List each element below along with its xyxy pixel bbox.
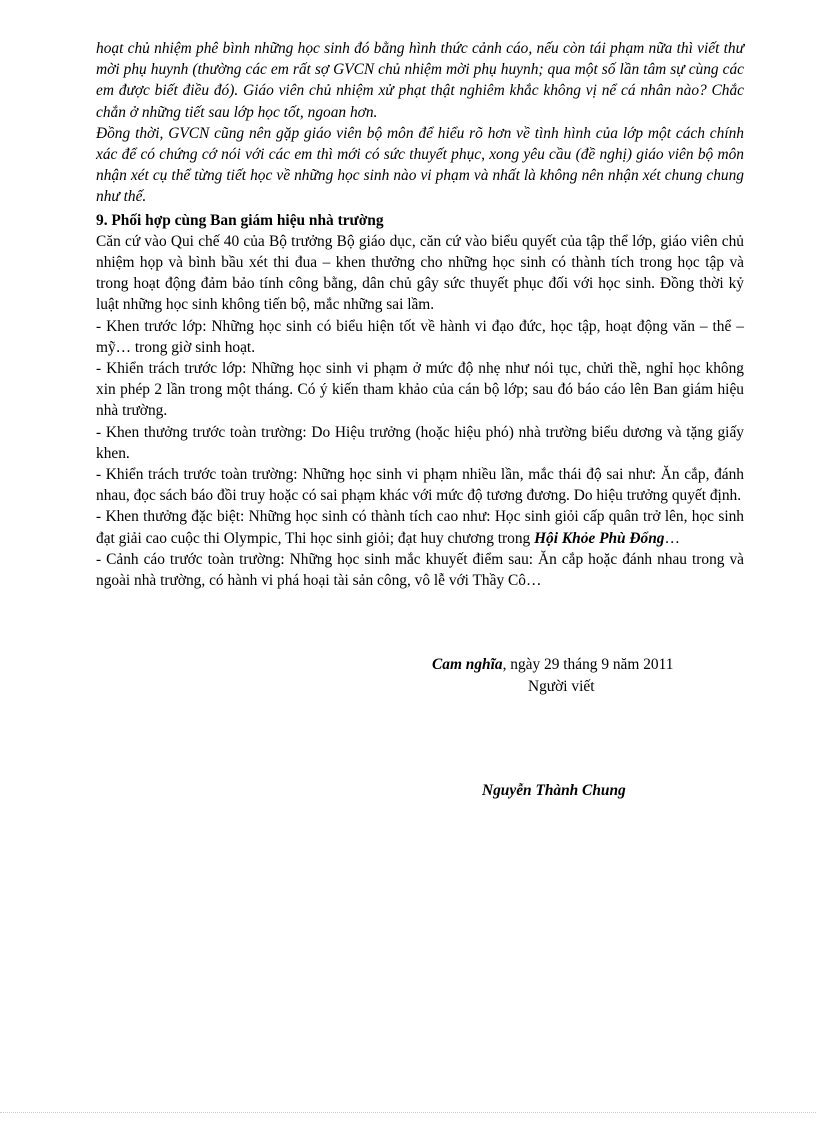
signature-role: Người viết [528,678,595,695]
list-item-6: - Cảnh cáo trước toàn trường: Những học sinh mắc khuyết điểm sau: Ăn cắp hoặc đánh nhau trong và ngoài nhà trường, có hành vi phá hoại tài sản công, vô lễ với Thầy Cô… [96,550,744,590]
section-heading: 9. Phối hợp cùng Ban giám hiệu nhà trường [96,211,384,229]
intro-italic-block [96,38,744,208]
list-item-4: - Khiển trách trước toàn trường: Những học sinh vi phạm nhiều lần, mắc thái độ sai như: Ăn cắp, đánh nhau, đọc sách báo đồi truy hoặc có sai phạm khác với mức độ tương đương. Do hiệu trưởng quyết định. [96,466,744,505]
signature-place: Cam nghĩa [432,656,503,673]
list-item-3: - Khen thưởng trước toàn trường: Do Hiệu trưởng (hoặc hiệu phó) nhà trường biểu dương và tặng giấy khen. [96,423,744,462]
signature-date-line [432,654,673,675]
page-bottom-divider [0,1112,816,1113]
intro-paragraph-2: Đồng thời, GVCN cũng nên gặp giáo viên bộ môn để hiểu rõ hơn về tình hình của lớp một cách chính xác để có chứng cớ nói với các em thì mới có sức thuyết phục, xong yêu cầu (đề nghị) giáo viên bộ môn nhận xét cụ thể từng tiết học về những học sinh nào vi phạm và nhất là không nên nhận xét chung chung như thế. [96,124,744,206]
list-item-1: - Khen trước lớp: Những học sinh có biểu hiện tốt về hành vi đạo đức, học tập, hoạt động văn – thể – mỹ… trong giờ sinh hoạt. [96,317,744,356]
signature-date: , ngày 29 tháng 9 năm 2011 [502,656,674,673]
section-intro: Căn cứ vào Qui chế 40 của Bộ trưởng Bộ giáo dục, căn cứ vào biểu quyết của tập thể lớp, giáo viên chủ nhiệm họp và bình bầu xét thi đua – khen thưởng cho những học sinh có thành tích trong học tập và trong hoạt động đảm bảo tính công bằng, dân chủ gây sức thuyết phục đối với học sinh. Đồng thời kỷ luật những học sinh không tiến bộ, mắc những sai lầm. [96,232,744,314]
signature-name: Nguyễn Thành Chung [482,782,626,799]
list-item-5-ellipsis: … [664,529,680,547]
list-item-5-emphasis: Hội Khỏe Phù Đổng [534,529,665,547]
intro-paragraph-1: hoạt chủ nhiệm phê bình những học sinh đó bằng hình thức cảnh cáo, nếu còn tái phạm nữa thì viết thư mời phụ huynh (thường các em rất sợ GVCN chủ nhiệm mời phụ huynh; qua một số lần tâm sự cùng các em được biết điều đó). Giáo viên chủ nhiệm xử phạt thật nghiêm khắc không vị nể cá nhân nào? Chắc chắn ở những tiết sau lớp học tốt, ngoan hơn. [96,40,744,121]
list-item-5 [96,506,744,548]
list-item-2: - Khiển trách trước lớp: Những học sinh vi phạm ở mức độ nhẹ như nói tục, chửi thề, nghỉ học không xin phép 2 lần trong một tháng. Có ý kiến tham khảo của cán bộ lớp; sau đó báo cáo lên Ban giám hiệu nhà trường. [96,360,744,420]
document-body [96,38,744,591]
list-item-5-text: - Khen thưởng đặc biệt: Những học sinh có thành tích cao như: Học sinh giỏi cấp quân trở lên, học sinh đạt giải cao cuộc thi Olympic, Thi học sinh giỏi; đạt huy chương trong [96,508,744,547]
